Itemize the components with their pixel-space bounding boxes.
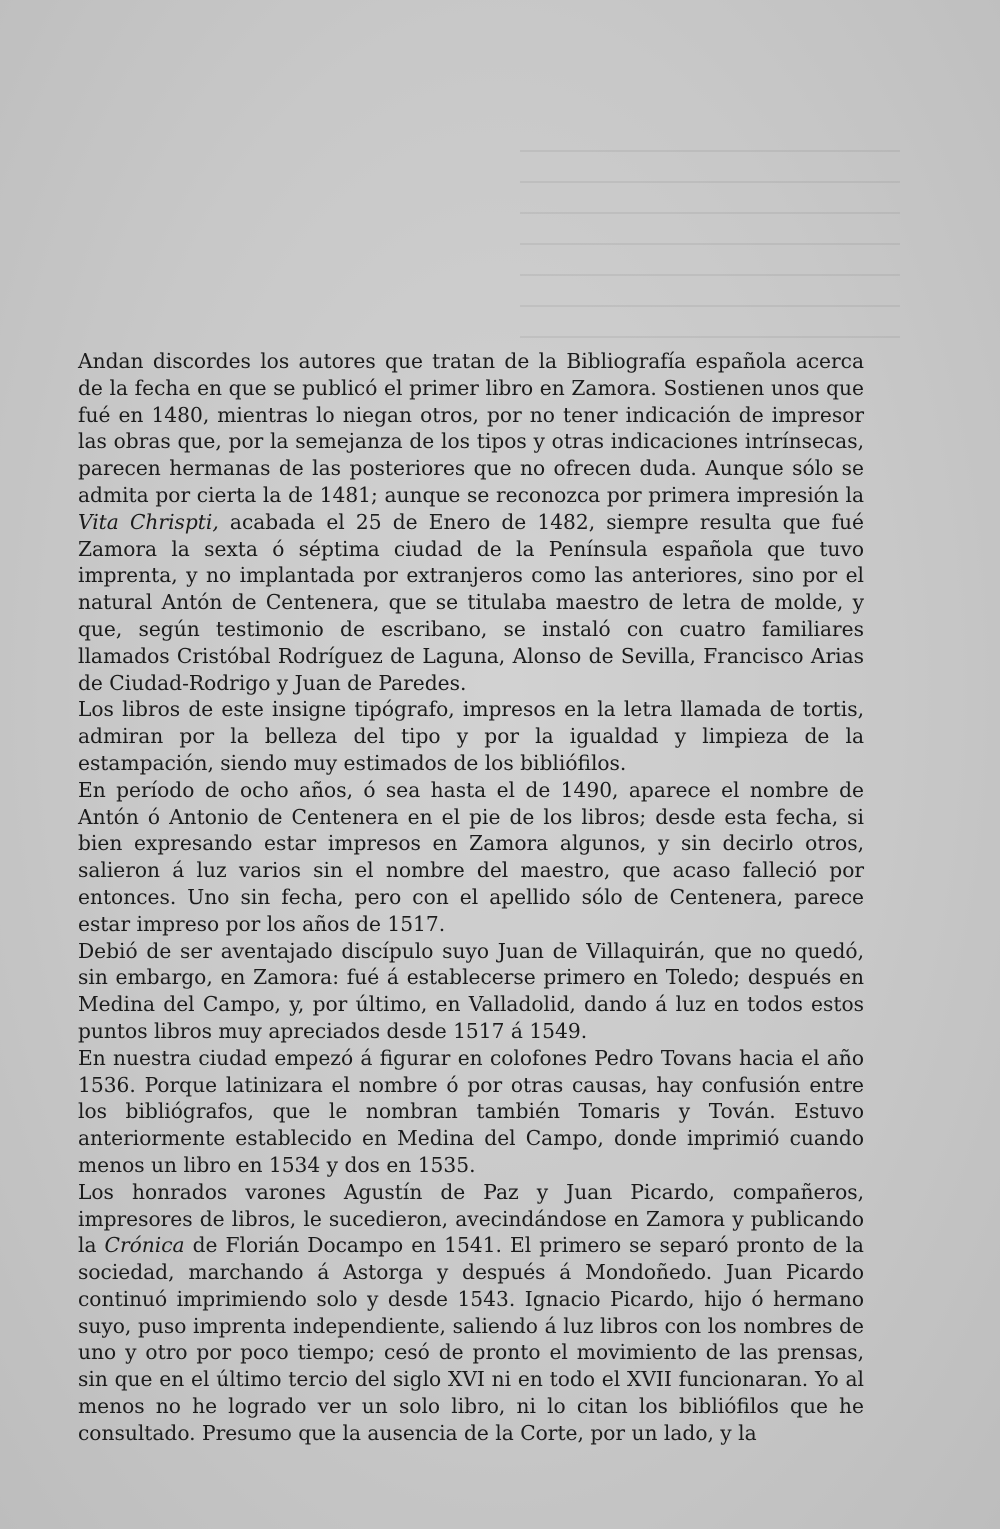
paragraph <box>78 938 864 1045</box>
paragraph-text: Andan discordes los autores que tratan de la Bibliografía española acerca de la fecha en que se publicó el primer libro en Zamora. Sostienen unos que fué en 1480, mientras lo niegan otros, por no tener indicación de impresor las obras que, por la semejanza de los tipos y otras indicaciones intrínsecas, parecen hermanas de las posteriores que no ofrecen duda. Aunque sólo se admita por cierta la de 1481; aunque se reconozca por primera impresión la <box>78 349 864 507</box>
show-through-shadow <box>520 150 900 350</box>
paragraph-text: de Florián Docampo en 1541. El primero se separó pronto de la sociedad, marchando á Astorga y después á Mondoñedo. Juan Picardo continuó imprimiendo solo y desde 1543. Ignacio Picardo, hijo ó hermano suyo, puso imprenta independiente, saliendo á luz libros con los nombres de uno y otro por poco tiempo; cesó de pronto el movimiento de las prensas, sin que en el último tercio del siglo XVI ni en todo el XVII funcionaran. Yo al menos no he logrado ver un solo libro, ni lo citan los bibliófilos que he consultado. Presumo que la ausencia de la Corte, por un lado, y la <box>78 1233 864 1445</box>
paragraph-text: En período de ocho años, ó sea hasta el de 1490, aparece el nombre de Antón ó Antonio de Centenera en el pie de los libros; desde esta fecha, si bien expresando estar impresos en Zamora algunos, y sin decirlo otros, salieron á luz varios sin el nombre del maestro, que acaso falleció por entonces. Uno sin fecha, pero con el apellido sólo de Centenera, parece estar impreso por los años de 1517. <box>78 777 864 936</box>
paragraph-text: En nuestra ciudad empezó á figurar en colofones Pedro Tovans hacia el año 1536. Porque latinizara el nombre ó por otras causas, hay confusión entre los bibliógrafos, que le nombran también Tomaris y Tován. Estuvo anteriormente establecido en Medina del Campo, donde imprimió cuando menos un libro en 1534 y dos en 1535. <box>78 1045 864 1177</box>
body-text <box>78 348 864 1447</box>
paragraph-text: Los honrados varones Agustín de Paz y Juan Picardo, compañeros, impresores de libros, le sucedieron, avecindándose en Zamora y publicando la <box>78 1179 864 1258</box>
paragraph <box>78 348 864 696</box>
paragraph <box>78 1179 864 1447</box>
paragraph-text: Los libros de este insigne tipógrafo, impresos en la letra llamada de tortis, admiran por la belleza del tipo y por la igualdad y limpieza de la estampación, siendo muy estimados de los bibliófilos. <box>78 697 864 775</box>
italic-title: Crónica <box>104 1233 185 1258</box>
paragraph <box>78 777 864 938</box>
paragraph <box>78 1045 864 1179</box>
paragraph-text: Debió de ser aventajado discípulo suyo Juan de Villaquirán, que no quedó, sin embargo, en Zamora: fué á establecerse primero en Toledo; después en Medina del Campo, y, por último, en Valladolid, dando á luz en todos estos puntos libros muy apreciados desde 1517 á 1549. <box>78 938 864 1043</box>
paragraph <box>78 696 864 776</box>
italic-title: Vita Chrispti, <box>78 509 219 534</box>
paragraph-text: acabada el 25 de Enero de 1482, siempre resulta que fué Zamora la sexta ó séptima ciudad de la Península española que tuvo imprenta, y no implantada por extranjeros como las anteriores, sino por el natural Antón de Centenera, que se titulaba maestro de letra de molde, y que, según testimonio de escribano, se instaló con cuatro familiares llamados Cristóbal Rodríguez de Laguna, Alonso de Sevilla, Francisco Arias de Ciudad-Rodrigo y Juan de Paredes. <box>78 509 864 695</box>
